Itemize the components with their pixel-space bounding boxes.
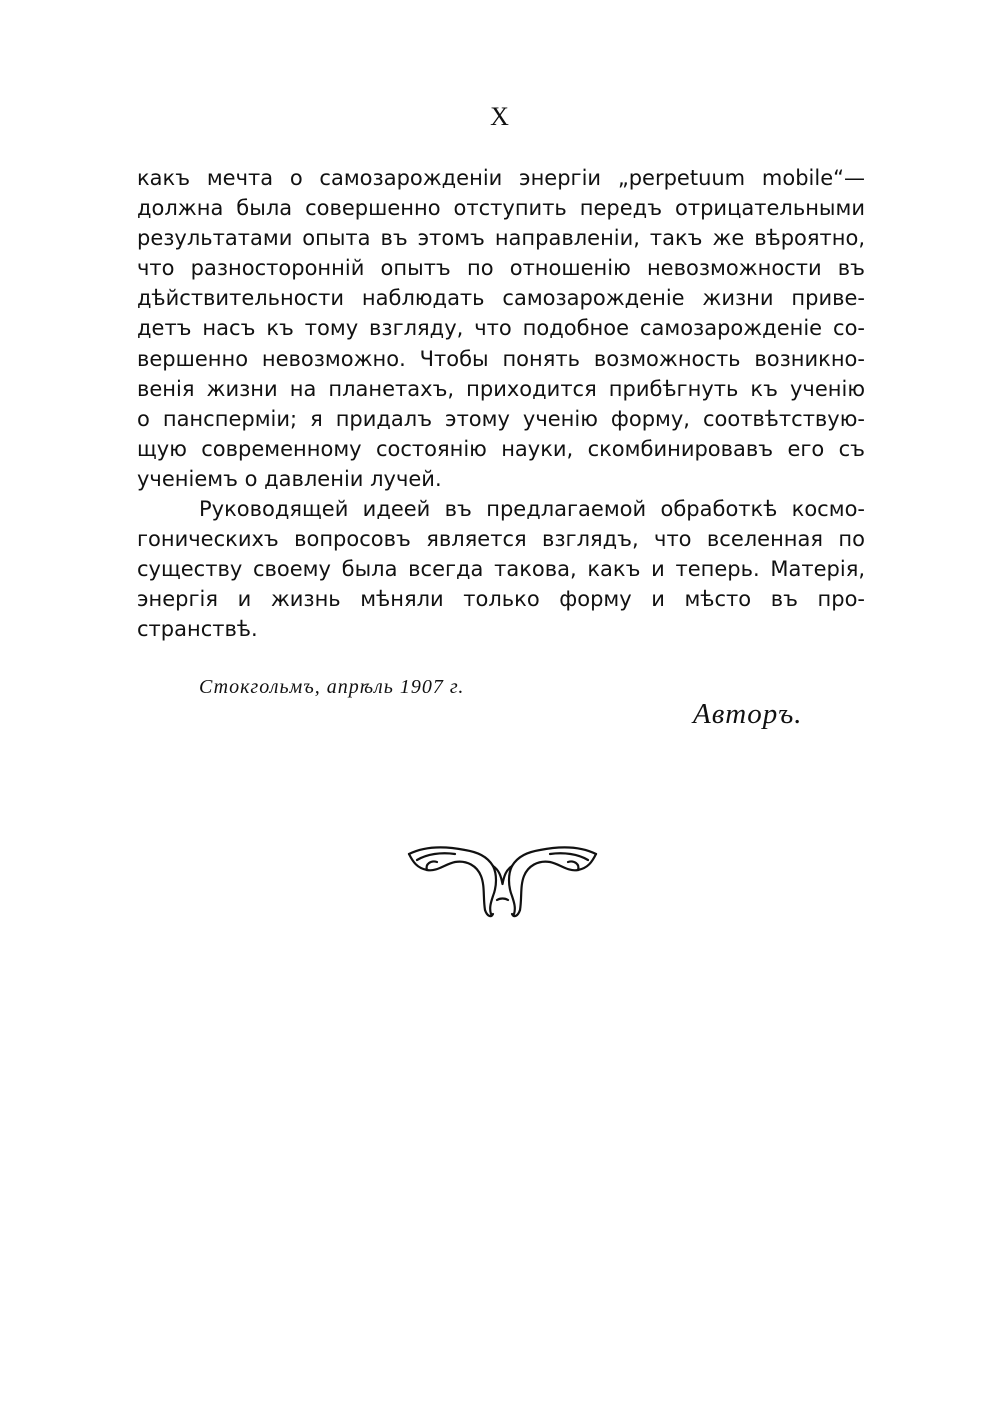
body-text: [137, 163, 865, 645]
text-line-paragraph-start: Руководящей идеей въ предлагаемой обработкѣ космо-: [199, 497, 865, 522]
art-nouveau-tailpiece-icon: [405, 840, 600, 920]
text-line: результатами опыта въ этомъ направленіи, такъ же вѣроятно,: [137, 226, 865, 251]
text-line: дѣйствительности наблюдать самозарожденіе жизни приве-: [137, 286, 865, 311]
text-line: вершенно невозможно. Чтобы понять возможность возникно-: [137, 346, 865, 371]
text-line: детъ насъ къ тому взгляду, что подобное самозарожденіе со-: [137, 316, 865, 341]
author-signature: Авторъ.: [693, 698, 803, 730]
text-line: существу своему была всегда такова, какъ и теперь. Матерія,: [137, 557, 865, 582]
text-line: венія жизни на планетахъ, приходится прибѣгнуть къ ученію: [137, 376, 865, 401]
text-line: что разносторонній опытъ по отношенію невозможности въ: [137, 256, 865, 281]
text-line: какъ мечта о самозарожденіи энергіи „perpetuum mobile“—: [137, 166, 865, 190]
text-line: энергія и жизнь мѣняли только форму и мѣсто въ про-: [137, 587, 865, 612]
place-date: Стокгольмъ, апрѣль 1907 г.: [199, 676, 465, 698]
text-line: щую современному состоянію науки, скомбинировавъ его съ: [137, 436, 865, 461]
text-line: гоническихъ вопросовъ является взглядъ, что вселенная по: [137, 527, 865, 552]
text-line: о панспермiи; я придалъ этому ученію форму, соотвѣтствую-: [137, 406, 865, 431]
page-number: X: [490, 102, 510, 131]
text-line: должна была совершенно отступить передъ отрицательными: [137, 196, 865, 221]
text-line: странствѣ.: [137, 617, 258, 642]
text-line: ученіемъ о давленіи лучей.: [137, 466, 442, 491]
